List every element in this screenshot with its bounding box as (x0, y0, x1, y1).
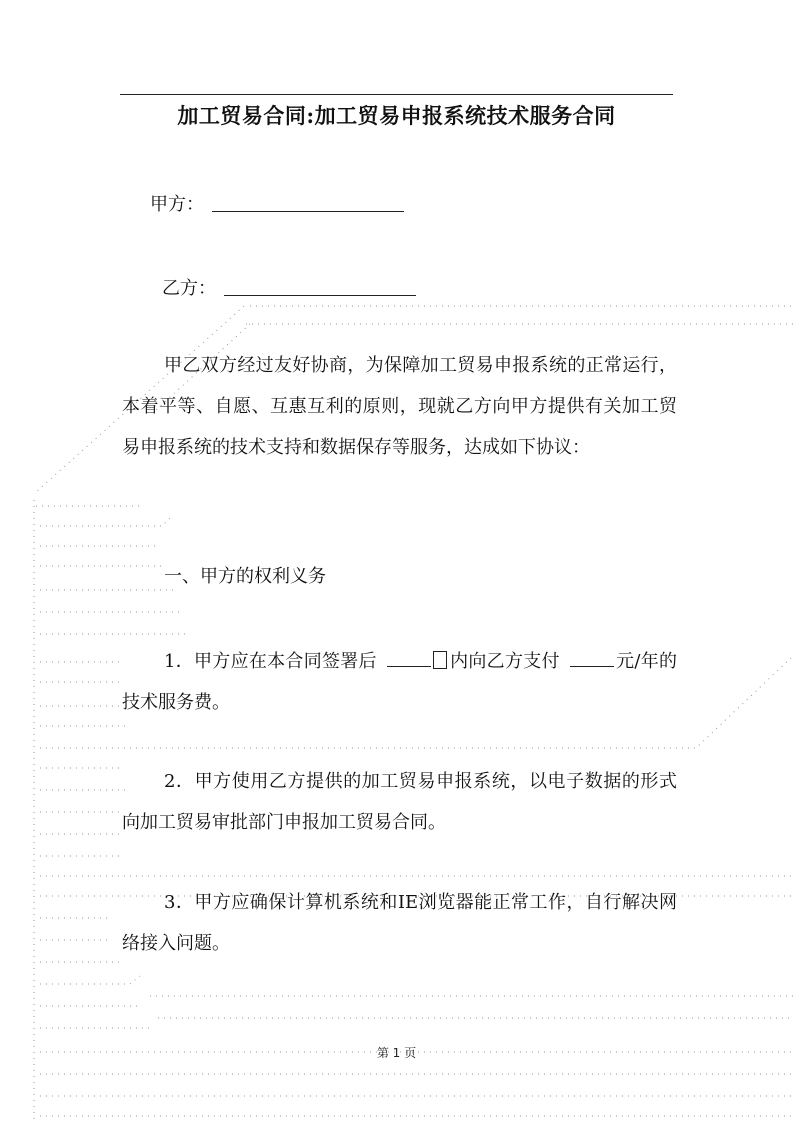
document-title: 加工贸易合同:加工贸易申报系统技术服务合同 (177, 103, 616, 128)
section-1-heading: 一、甲方的权利义务 (164, 566, 326, 587)
header-rule (120, 94, 673, 95)
clause-2: 2．甲方使用乙方提供的加工贸易申报系统，以电子数据的形式向加工贸易审批部门申报加工贸易合同。 (122, 771, 677, 833)
clause-1-days-blank (387, 666, 431, 667)
party-a-blank (212, 211, 404, 212)
party-b-line (162, 274, 416, 300)
clause-1-text-c: 元/年的技术服务费。 (122, 651, 677, 713)
party-a-line (150, 190, 404, 216)
clause-1-text-a: 1．甲方应在本合同签署后 (164, 651, 377, 672)
intro-paragraph: 甲乙双方经过友好协商，为保障加工贸易申报系统的正常运行，本着平等、自愿、互惠互利的原则，现就乙方向甲方提供有关加工贸易申报系统的技术支持和数据保存等服务，达成如下协议： (122, 355, 677, 458)
party-b-label: 乙方： (162, 278, 216, 299)
clause-1 (122, 641, 677, 723)
clause-3: 3．甲方应确保计算机系统和IE浏览器能正常工作，自行解决网络接入问题。 (122, 892, 677, 954)
party-a-label: 甲方： (150, 194, 204, 215)
party-b-blank (224, 295, 416, 296)
clause-1-text-b: 内向乙方支付 (449, 651, 560, 672)
missing-glyph-box (433, 651, 447, 669)
page-number: 第 1 页 (376, 1046, 417, 1060)
clause-1-amount-blank (570, 666, 614, 667)
